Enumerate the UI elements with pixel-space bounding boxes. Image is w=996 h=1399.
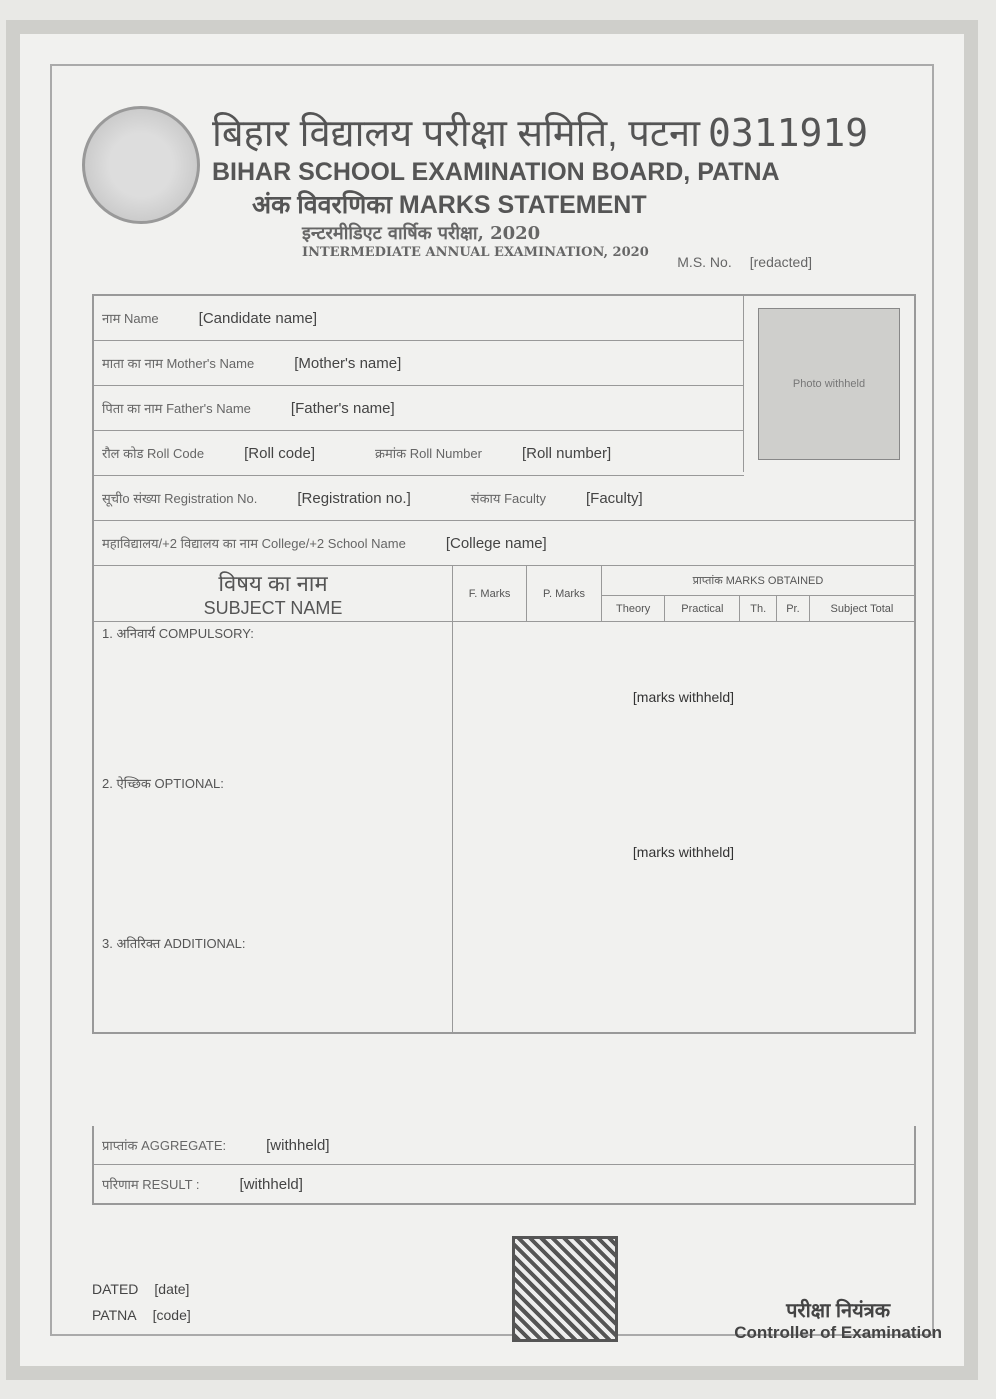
optional-section: 2. ऐच्छिक OPTIONAL: [102, 775, 224, 791]
compulsory-marks: [marks withheld] [453, 622, 915, 772]
aggregate-value: [withheld] [266, 1136, 330, 1154]
exam-english: INTERMEDIATE ANNUAL EXAMINATION, 2020 [302, 245, 649, 260]
marks-table: विषय का नाम SUBJECT NAME F. Marks P. Marks प्राप्तांक MARKS OBTAINED Theory Practical Th. Pr. Subject Total 1. अनिवार्य COMPULSORY: [marks withheld] 2. ऐच्छिक OPTIONAL: [marks withheld] 3. अतिरिक्त ADDITIONAL: [94, 566, 914, 1032]
photo-frame [743, 296, 914, 472]
header [212, 106, 912, 260]
document-title: अंक विवरणिका MARKS STATEMENT [252, 191, 647, 219]
inner-border [50, 64, 942, 1342]
roll-code: [Roll code] [244, 444, 315, 462]
marks-statement [6, 20, 978, 1380]
controller-signature: परीक्षा नियंत्रक Controller of Examination [734, 1300, 942, 1342]
result-box: प्राप्तांक AGGREGATE: [withheld] परिणाम RESULT : [withheld] [92, 1126, 916, 1205]
faculty: [Faculty] [585, 489, 643, 507]
footer [92, 1236, 952, 1356]
photo-placeholder: Photo withheld [758, 308, 900, 460]
ms-number: M.S. No. [redacted] [677, 254, 812, 270]
mother-name: [Mother's name] [294, 354, 402, 372]
serial-number: 0311919 [707, 111, 869, 155]
candidate-box: नाम Name [Candidate name] माता का नाम Mother's Name [Mother's name] पिता का नाम Father's Name [Father's name] रौल कोड Roll Code [Roll code] क्रमांक Roll Number [Roll number] सूचीo संख्या Registration No. [Registration no.] संकाय Faculty [Faculty] महाविद्यालय/+2 विद्यालय का नाम College/+2 School Name [College name] Photo withheld विषय का नाम SUBJECT NAME F. Marks P. Marks प्राप्तांक MARKS OBTAINED Theory Practical Th. Pr. Subject Total 1. अनिवार्य COMPULSORY: [marks withheld] 2. ऐच्छिक OPTIONAL: [marks withheld] 3. अतिरिक्त ADDITIONAL: [92, 294, 916, 1034]
compulsory-section: 1. अनिवार्य COMPULSORY: [102, 626, 254, 641]
exam-hindi: इन्टरमीडिएट वार्षिक परीक्षा, 2020 [302, 223, 541, 244]
college-name: [College name] [445, 534, 547, 552]
board-seal-icon [82, 106, 200, 224]
roll-number: [Roll number] [521, 444, 612, 462]
qr-code-icon [512, 1236, 618, 1342]
optional-marks: [marks withheld] [453, 772, 915, 932]
result-value: [withheld] [239, 1175, 303, 1193]
title-english: BIHAR SCHOOL EXAMINATION BOARD, PATNA [212, 158, 780, 186]
candidate-name: [Candidate name] [198, 309, 318, 327]
title-hindi: बिहार विद्यालय परीक्षा समिति, पटना [212, 113, 700, 155]
issue-date: DATED [date] PATNA [code] [92, 1281, 191, 1323]
registration-number: [Registration no.] [297, 489, 411, 507]
father-name: [Father's name] [290, 399, 395, 417]
additional-section: 3. अतिरिक्त ADDITIONAL: [102, 935, 246, 951]
